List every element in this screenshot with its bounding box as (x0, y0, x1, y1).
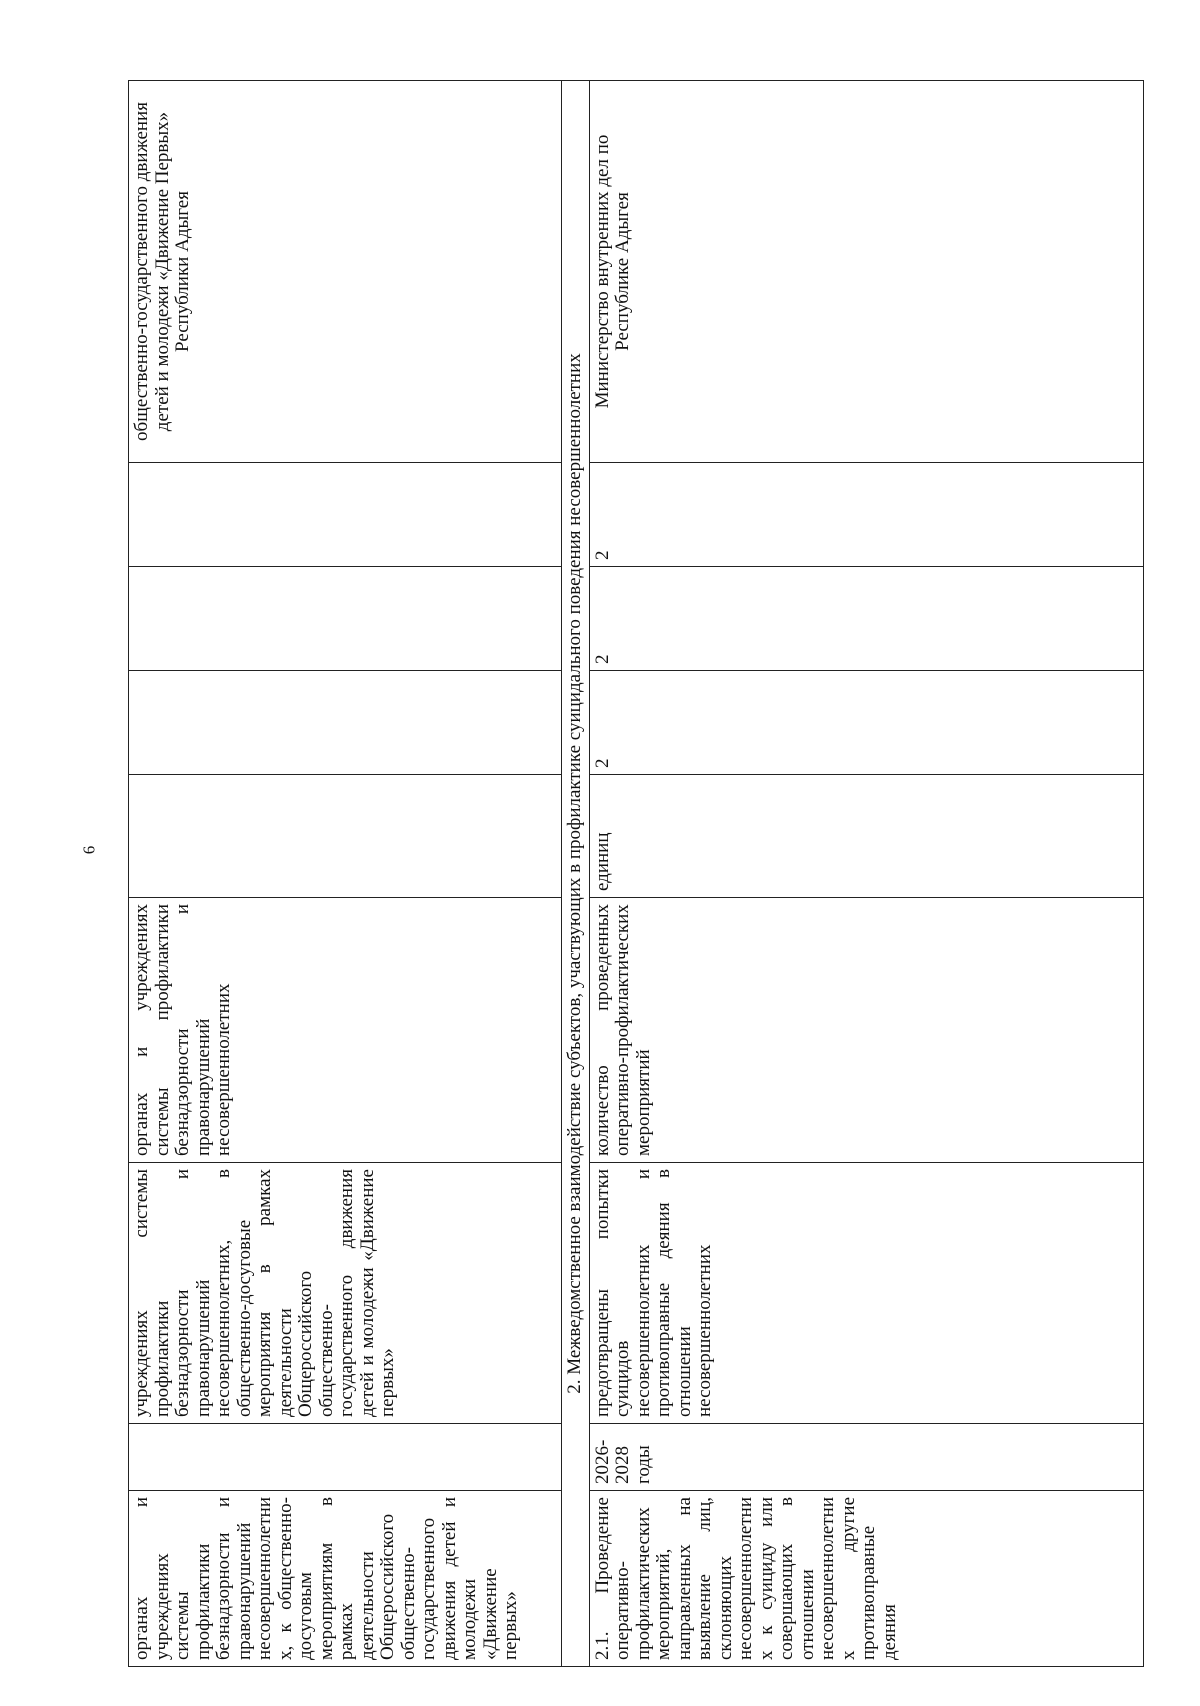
section-heading: 2. Межведомственное взаимодействие субъектов, участвующих в профилактике суицидального поведения несовершеннолетних (562, 81, 590, 1667)
section-row (562, 81, 590, 1667)
indicator-cell: количество проведенных оперативно-профилактических мероприятий (589, 898, 1143, 1163)
result-cell: предотвращены попытки суицидов несовершеннолетних и противоправные деяния в отношении несовершеннолетних (589, 1163, 1143, 1424)
period-cell: 2026-2028 годы (589, 1424, 1143, 1491)
value-cell-2: 2 (589, 567, 1143, 671)
value-cell-3 (129, 463, 562, 567)
table-row (129, 81, 562, 1667)
responsible-cell: Министерство внутренних дел по Республике Адыгея (589, 81, 1143, 463)
event-cell: 2.1. Проведение оперативно-профилактических мероприятий, направленных на выявление лиц, склоняющих несовершеннолетних к суициду или совершающих в отношении несовершеннолетних другие противоправные деяния (589, 1491, 1143, 1667)
responsible-cell: общественно-государственного движения детей и молодежи «Движение Первых» Республики Адыгея (129, 81, 562, 463)
value-cell-1 (129, 671, 562, 775)
result-cell: учреждениях системы профилактики безнадзорности и правонарушений несовершеннолетних, в общественно-досуговые мероприятия в рамках деятельности Общероссийского общественно-государственного движения детей и молодежи «Движение первых» (129, 1163, 562, 1424)
table-row (589, 81, 1143, 1667)
value-cell-3: 2 (589, 463, 1143, 567)
unit-cell: единиц (589, 775, 1143, 898)
event-cell: органах и учреждениях системы профилактики безнадзорности и правонарушений несовершеннолетних, к общественно-досуговым мероприятиям в рамках деятельности Общероссийского общественно-государственного движения детей и молодежи «Движение первых» (129, 1491, 562, 1667)
indicator-cell: органах и учреждениях системы профилактики безнадзорности и правонарушений несовершеннолетних (129, 898, 562, 1163)
value-cell-2 (129, 567, 562, 671)
unit-cell (129, 775, 562, 898)
table-wrapper (128, 81, 1141, 1667)
page-number: 6 (79, 845, 99, 855)
value-cell-1: 2 (589, 671, 1143, 775)
measures-table (128, 80, 1144, 1667)
period-cell (129, 1424, 562, 1491)
